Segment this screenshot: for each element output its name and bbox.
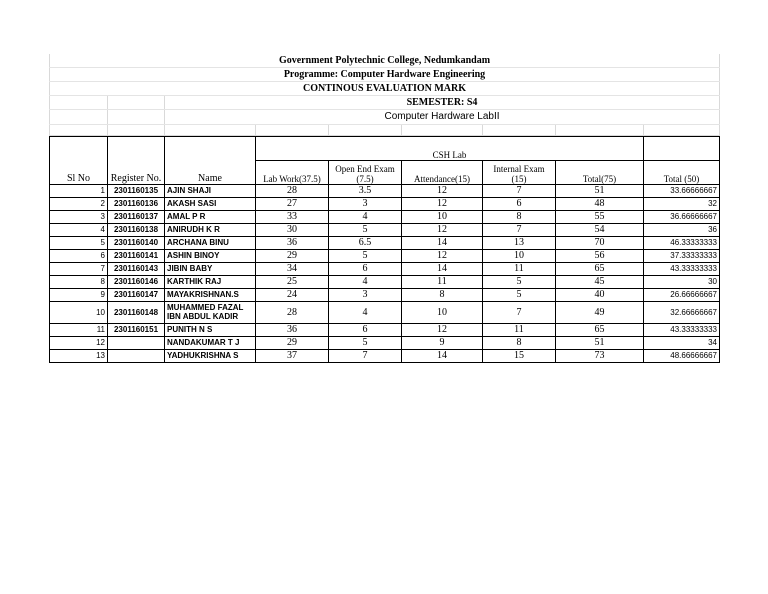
cell-attendance: 14: [402, 236, 483, 249]
cell-sl-no: 13: [50, 349, 108, 362]
cell-register-no: 2301160141: [108, 249, 165, 262]
cell-open-end: 5: [329, 336, 402, 349]
col-name: Name: [165, 136, 256, 184]
cell-total75: 65: [556, 323, 644, 336]
table-row: [50, 336, 720, 349]
cell-name: MAYAKRISHNAN.S: [165, 288, 256, 301]
cell-total75: 49: [556, 301, 644, 323]
cell-total75: 70: [556, 236, 644, 249]
cell-register-no: 2301160148: [108, 301, 165, 323]
cell-total75: 40: [556, 288, 644, 301]
col-internal: Internal Exam (15): [483, 160, 556, 184]
col-lab-work: Lab Work(37.5): [256, 160, 329, 184]
cell-open-end: 4: [329, 210, 402, 223]
cell-lab-work: 25: [256, 275, 329, 288]
cell-total75: 65: [556, 262, 644, 275]
cell-total50: 26.66666667: [644, 288, 720, 301]
cell-attendance: 14: [402, 349, 483, 362]
cell-register-no: 2301160138: [108, 223, 165, 236]
cell-open-end: 4: [329, 301, 402, 323]
table-row: [50, 210, 720, 223]
group-header-csh-lab: CSH Lab: [256, 136, 644, 160]
col-open-end: Open End Exam (7.5): [329, 160, 402, 184]
cell-lab-work: 34: [256, 262, 329, 275]
cell-internal: 15: [483, 349, 556, 362]
cell-sl-no: 12: [50, 336, 108, 349]
cell-total75: 45: [556, 275, 644, 288]
cell-name: NANDAKUMAR T J: [165, 336, 256, 349]
cell-open-end: 5: [329, 223, 402, 236]
cell-total75: 54: [556, 223, 644, 236]
programme-title: Programme: Computer Hardware Engineering: [50, 67, 720, 81]
table-row: [50, 262, 720, 275]
table-row: [50, 236, 720, 249]
col-total50: Total (50): [644, 160, 720, 184]
cell-open-end: 3: [329, 197, 402, 210]
cell-name: ARCHANA BINU: [165, 236, 256, 249]
cell-sl-no: 5: [50, 236, 108, 249]
cell-name: MUHAMMED FAZAL IBN ABDUL KADIR: [165, 301, 256, 323]
cell-open-end: 6: [329, 262, 402, 275]
cell-register-no: 2301160136: [108, 197, 165, 210]
cell-total50: 43.33333333: [644, 323, 720, 336]
cell-name: AJIN SHAJI: [165, 184, 256, 197]
cell-attendance: 12: [402, 249, 483, 262]
cell-name: ASHIN BINOY: [165, 249, 256, 262]
table-row: [50, 197, 720, 210]
cell-internal: 6: [483, 197, 556, 210]
col-attendance: Attendance(15): [402, 160, 483, 184]
cell-internal: 8: [483, 210, 556, 223]
cell-total75: 73: [556, 349, 644, 362]
cell-total50: 32.66666667: [644, 301, 720, 323]
cell-total50: 30: [644, 275, 720, 288]
cell-attendance: 10: [402, 210, 483, 223]
table-row: [50, 184, 720, 197]
cell-total50: 37.33333333: [644, 249, 720, 262]
cell-internal: 11: [483, 323, 556, 336]
cell-open-end: 7: [329, 349, 402, 362]
cell-lab-work: 24: [256, 288, 329, 301]
cell-register-no: 2301160140: [108, 236, 165, 249]
cell-register-no: 2301160137: [108, 210, 165, 223]
cell-attendance: 12: [402, 323, 483, 336]
cell-sl-no: 10: [50, 301, 108, 323]
cell-register-no: [108, 336, 165, 349]
cell-open-end: 6.5: [329, 236, 402, 249]
cell-lab-work: 36: [256, 236, 329, 249]
cell-lab-work: 37: [256, 349, 329, 362]
cell-total75: 51: [556, 184, 644, 197]
cell-lab-work: 29: [256, 249, 329, 262]
cell-sl-no: 4: [50, 223, 108, 236]
cell-register-no: [108, 349, 165, 362]
cell-open-end: 5: [329, 249, 402, 262]
college-name: Government Polytechnic College, Nedumkandam: [50, 54, 720, 67]
cell-total75: 55: [556, 210, 644, 223]
cell-open-end: 3.5: [329, 184, 402, 197]
cell-sl-no: 6: [50, 249, 108, 262]
cell-attendance: 11: [402, 275, 483, 288]
cell-internal: 7: [483, 223, 556, 236]
cell-name: PUNITH N S: [165, 323, 256, 336]
table-row: [50, 323, 720, 336]
cell-name: AMAL P R: [165, 210, 256, 223]
cell-lab-work: 27: [256, 197, 329, 210]
cell-sl-no: 3: [50, 210, 108, 223]
cell-lab-work: 28: [256, 184, 329, 197]
spreadsheet: [49, 54, 719, 363]
cell-internal: 7: [483, 184, 556, 197]
table-row: [50, 223, 720, 236]
cell-internal: 13: [483, 236, 556, 249]
cell-internal: 10: [483, 249, 556, 262]
cell-sl-no: 11: [50, 323, 108, 336]
cell-name: AKASH SASI: [165, 197, 256, 210]
cell-internal: 5: [483, 288, 556, 301]
cell-sl-no: 8: [50, 275, 108, 288]
cell-internal: 7: [483, 301, 556, 323]
cell-attendance: 14: [402, 262, 483, 275]
table-row: [50, 349, 720, 362]
cell-register-no: 2301160151: [108, 323, 165, 336]
semester-label: SEMESTER: S4: [165, 95, 720, 109]
cell-name: ANIRUDH K R: [165, 223, 256, 236]
cell-total50: 33.66666667: [644, 184, 720, 197]
cell-total50: 36: [644, 223, 720, 236]
cell-sl-no: 9: [50, 288, 108, 301]
cell-register-no: 2301160147: [108, 288, 165, 301]
cell-total50: 48.66666667: [644, 349, 720, 362]
table-row: [50, 288, 720, 301]
table-row: [50, 301, 720, 323]
cell-total75: 51: [556, 336, 644, 349]
cell-open-end: 4: [329, 275, 402, 288]
cell-name: KARTHIK RAJ: [165, 275, 256, 288]
cell-sl-no: 7: [50, 262, 108, 275]
subject-name: Computer Hardware LabII: [165, 109, 720, 124]
cell-total50: 36.66666667: [644, 210, 720, 223]
cell-register-no: 2301160146: [108, 275, 165, 288]
marks-table: [49, 136, 720, 363]
cell-register-no: 2301160143: [108, 262, 165, 275]
cell-attendance: 10: [402, 301, 483, 323]
cell-name: YADHUKRISHNA S: [165, 349, 256, 362]
cell-attendance: 9: [402, 336, 483, 349]
cell-open-end: 6: [329, 323, 402, 336]
cell-total50: 34: [644, 336, 720, 349]
cell-sl-no: 2: [50, 197, 108, 210]
table-row: [50, 249, 720, 262]
cell-name: JIBIN BABY: [165, 262, 256, 275]
cell-attendance: 12: [402, 223, 483, 236]
cell-sl-no: 1: [50, 184, 108, 197]
col-register-no: Register No.: [108, 136, 165, 184]
cell-internal: 11: [483, 262, 556, 275]
cell-open-end: 3: [329, 288, 402, 301]
cell-attendance: 12: [402, 184, 483, 197]
cell-lab-work: 33: [256, 210, 329, 223]
cell-total50: 43.33333333: [644, 262, 720, 275]
col-total75: Total(75): [556, 160, 644, 184]
col-sl-no: Sl No: [50, 136, 108, 184]
table-body: [50, 184, 720, 362]
header-block: [49, 54, 720, 136]
cell-attendance: 8: [402, 288, 483, 301]
cell-total75: 56: [556, 249, 644, 262]
cell-total75: 48: [556, 197, 644, 210]
cell-lab-work: 30: [256, 223, 329, 236]
cell-lab-work: 28: [256, 301, 329, 323]
cell-total50: 32: [644, 197, 720, 210]
cell-total50: 46.33333333: [644, 236, 720, 249]
cell-internal: 8: [483, 336, 556, 349]
cell-internal: 5: [483, 275, 556, 288]
cell-attendance: 12: [402, 197, 483, 210]
table-row: [50, 275, 720, 288]
evaluation-title: CONTINOUS EVALUATION MARK: [50, 81, 720, 95]
cell-lab-work: 36: [256, 323, 329, 336]
cell-register-no: 2301160135: [108, 184, 165, 197]
cell-lab-work: 29: [256, 336, 329, 349]
